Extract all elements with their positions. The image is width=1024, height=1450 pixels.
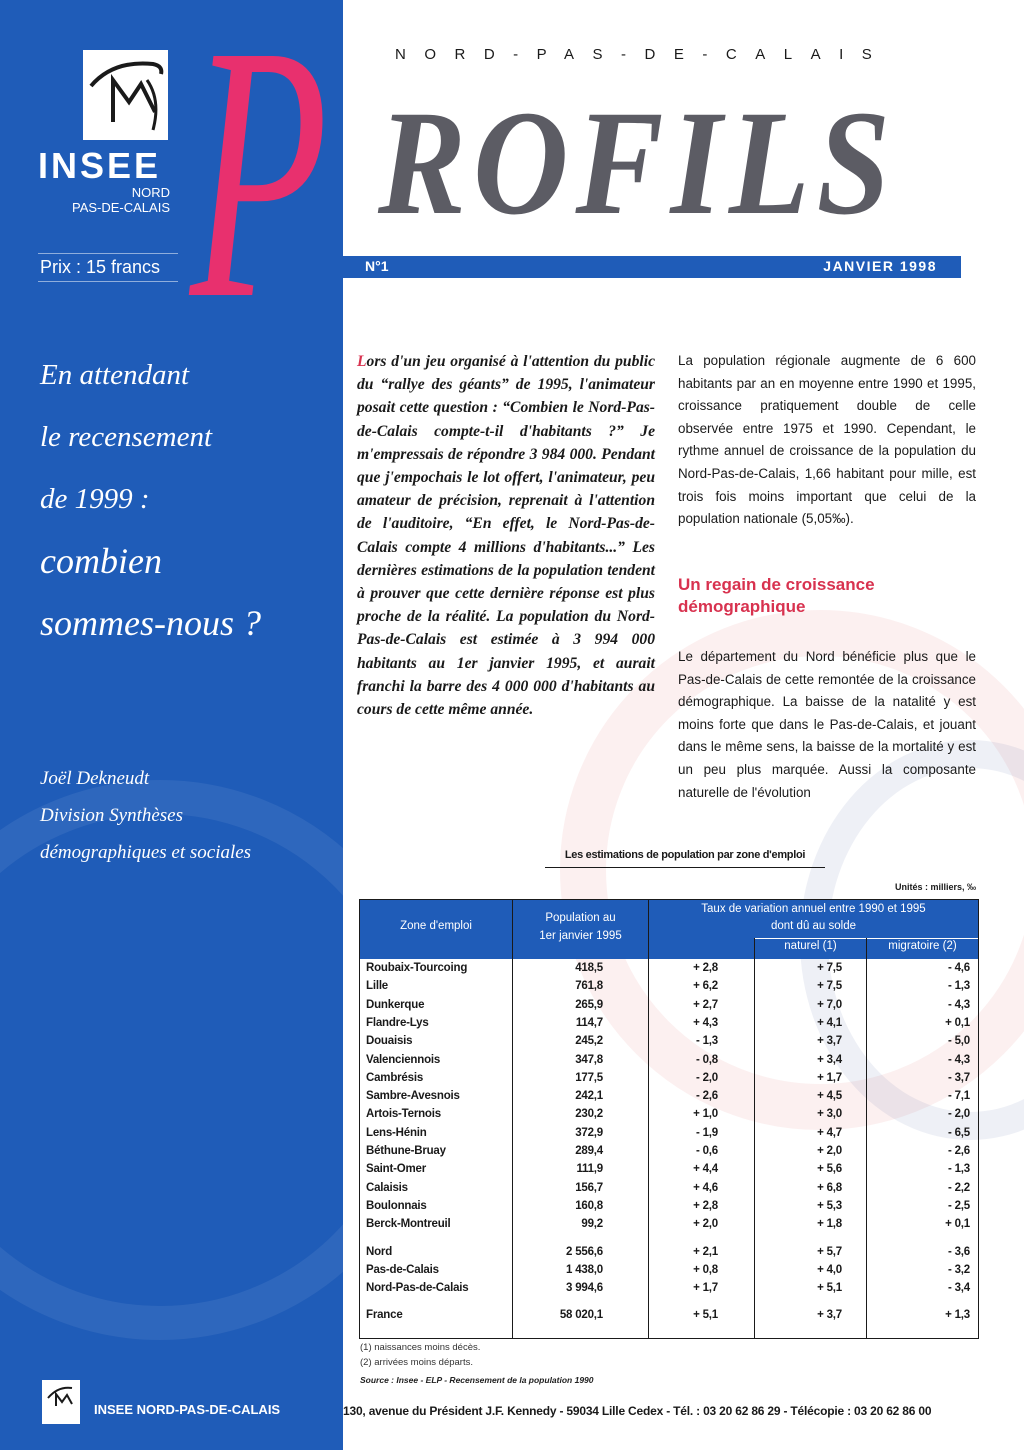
table-row: [360, 1199, 978, 1217]
table-row: [360, 1181, 978, 1199]
taux-cell: + 4,4: [693, 1163, 718, 1176]
taux-cell: + 0,8: [693, 1263, 718, 1276]
headline-line: combien: [40, 541, 162, 581]
population-cell: 245,2: [575, 1035, 603, 1048]
naturel-cell: + 1,8: [817, 1218, 842, 1231]
taux-cell: + 6,2: [693, 980, 718, 993]
zone-cell: Flandre-Lys: [366, 1016, 429, 1029]
col-header-pop-date: 1er janvier 1995: [539, 930, 622, 942]
table-row: [360, 1126, 978, 1144]
naturel-cell: + 4,7: [817, 1126, 842, 1139]
table-row: [360, 998, 978, 1016]
note-naturel: (1) naissances moins décès.: [360, 1342, 481, 1353]
naturel-cell: + 3,4: [817, 1053, 842, 1066]
table-title: Les estimations de population par zone d'emploi: [545, 849, 825, 868]
title-rest: ROFILS: [378, 80, 898, 246]
col-header-pop: Population au: [545, 912, 616, 924]
table-row: [360, 1089, 978, 1107]
table-header: [360, 900, 978, 959]
naturel-cell: + 5,1: [817, 1282, 842, 1295]
naturel-cell: + 4,1: [817, 1016, 842, 1029]
col-header-migratoire: migratoire (2): [888, 940, 957, 952]
migratoire-cell: - 3,2: [947, 1263, 970, 1276]
population-cell: 3 994,6: [566, 1282, 603, 1295]
population-cell: 265,9: [575, 998, 603, 1011]
taux-cell: + 1,0: [693, 1108, 718, 1121]
migratoire-cell: - 3,4: [947, 1282, 970, 1295]
population-cell: 99,2: [581, 1218, 603, 1231]
migratoire-cell: + 1,3: [945, 1309, 970, 1322]
headline-line: de 1999 :: [40, 483, 150, 515]
population-cell: 761,8: [575, 980, 603, 993]
headline-line: sommes-nous ?: [40, 603, 261, 643]
naturel-cell: + 2,0: [817, 1145, 842, 1157]
issue-bar: [343, 256, 961, 278]
taux-cell: - 2,0: [695, 1071, 718, 1084]
migratoire-cell: - 1,3: [947, 1163, 970, 1176]
author-block: [40, 760, 340, 871]
region-name: NORD-PAS-DE-CALAIS: [395, 46, 891, 63]
intro-text: ors d'un jeu organisé à l'attention du public du “rallye des géants” de 1995, l'animateur posait cette question : “Combien le Nord-Pas-de-Calais compte-t-il d'habitants ?” Je m'empressais de répondre 3 984 000. Pendant que j'empochais le lot offert, l'animateur, peu amateur de précision, reprenait à l'attention de l'auditoire, “En effet, le Nord-Pas-de-Calais compte 4 millions d'habitants...” Les dernières estimations de la population tendent à prouver que cette dernière réponse est plus proche de la réalité. La population du Nord-Pas-de-Calais est estimée à 3 994 000 habitants au 1er janvier 1995, et aurait franchi la barre des 4 000 000 d'habitants au cours de cette même année.: [357, 353, 655, 719]
population-table: [359, 899, 979, 1339]
population-cell: 347,8: [575, 1053, 603, 1066]
taux-cell: - 0,8: [695, 1053, 718, 1066]
taux-cell: + 2,8: [693, 1199, 718, 1212]
taux-cell: + 2,8: [693, 962, 718, 974]
author-division: Division Synthèses: [40, 805, 184, 826]
zone-cell: Artois-Ternois: [366, 1108, 441, 1121]
population-cell: 242,1: [575, 1090, 603, 1103]
table-units: Unités : milliers, ‰: [894, 882, 976, 892]
naturel-cell: + 3,7: [817, 1309, 842, 1322]
zone-cell: Lille: [366, 980, 389, 993]
taux-cell: - 1,9: [695, 1126, 718, 1139]
population-cell: 230,2: [575, 1108, 603, 1121]
migratoire-cell: - 4,3: [947, 998, 970, 1011]
headline: [40, 344, 340, 654]
bottom-logo-text: INSEE: [45, 1407, 76, 1418]
org-sub-nord: NORD: [131, 185, 170, 200]
population-cell: 1 438,0: [566, 1263, 603, 1276]
note-migratoire: (2) arrivées moins départs.: [360, 1357, 473, 1368]
naturel-cell: + 1,7: [817, 1071, 842, 1084]
naturel-cell: + 3,0: [817, 1108, 842, 1121]
bottom-label: INSEE NORD-PAS-DE-CALAIS: [94, 1402, 281, 1417]
table-row: [360, 979, 978, 997]
migratoire-cell: - 3,6: [947, 1245, 970, 1258]
zone-cell: Boulonnais: [366, 1199, 427, 1212]
population-cell: 177,5: [575, 1071, 603, 1084]
insee-logo: [83, 50, 168, 140]
taux-cell: - 2,6: [695, 1090, 718, 1103]
population-cell: 111,9: [576, 1163, 603, 1176]
taux-cell: - 1,3: [695, 1035, 718, 1048]
naturel-cell: + 7,5: [817, 962, 842, 974]
table-row: [360, 1071, 978, 1089]
table-row: [360, 1308, 978, 1326]
title-initial: P: [190, 0, 329, 374]
taux-cell: - 0,6: [695, 1145, 718, 1157]
population-cell: 2 556,6: [566, 1245, 603, 1258]
body-paragraph: Le département du Nord bénéficie plus que le Pas-de-Calais de cette remontée de la croissance démographique. La baisse de la natalité y est moins forte que dans le Pas-de-Calais, et jouant dans le même sens, la baisse de la mortalité y est un peu plus marquée. Aussi la composante naturelle de l'évolution: [678, 649, 976, 800]
col-header-zone: Zone d'emploi: [400, 920, 472, 932]
migratoire-cell: - 2,6: [947, 1145, 970, 1157]
migratoire-cell: - 4,6: [947, 962, 970, 974]
naturel-cell: + 6,8: [817, 1181, 842, 1194]
table-row: [360, 1107, 978, 1125]
migratoire-cell: - 4,3: [947, 1053, 970, 1066]
naturel-cell: + 5,7: [817, 1245, 842, 1258]
naturel-cell: + 3,7: [817, 1035, 842, 1048]
headline-line: le recensement: [40, 421, 213, 453]
table-row: [360, 1144, 978, 1162]
footer-address: 130, avenue du Président J.F. Kennedy - 59034 Lille Cedex - Tél. : 03 20 62 86 29 - Télécopie : 03 20 62 86 00: [343, 1404, 932, 1418]
subheading: Un regain de croissance démographique: [678, 575, 875, 616]
col-header-solde: dont dû au solde: [770, 920, 857, 932]
zone-cell: Saint-Omer: [366, 1163, 426, 1176]
population-cell: 58 020,1: [559, 1309, 603, 1322]
zone-cell: Béthune-Bruay: [366, 1145, 446, 1157]
author-division: démographiques et sociales: [40, 842, 252, 863]
issue-number: N°1: [365, 258, 389, 274]
zone-cell: France: [366, 1309, 403, 1322]
zone-cell: Roubaix-Tourcoing: [366, 962, 468, 974]
table-row: [360, 961, 978, 979]
naturel-cell: + 4,0: [817, 1263, 842, 1276]
population-cell: 156,7: [575, 1181, 603, 1194]
table-row: [360, 1162, 978, 1180]
naturel-cell: + 5,6: [817, 1163, 842, 1176]
table-row: [360, 1016, 978, 1034]
org-sub-region: PAS-DE-CALAIS: [71, 200, 170, 215]
migratoire-cell: + 0,1: [945, 1218, 970, 1231]
migratoire-cell: - 2,2: [947, 1181, 970, 1194]
naturel-cell: + 7,5: [817, 980, 842, 993]
population-cell: 289,4: [575, 1145, 603, 1157]
zone-cell: Berck-Montreuil: [366, 1218, 451, 1231]
zone-cell: Nord: [366, 1245, 393, 1258]
table-row: [360, 1263, 978, 1281]
table-source: Source : Insee - ELP - Recensement de la population 1990: [360, 1375, 594, 1385]
headline-line: En attendant: [40, 359, 190, 391]
migratoire-cell: - 5,0: [947, 1035, 970, 1048]
zone-cell: Sambre-Avesnois: [366, 1090, 460, 1103]
naturel-cell: + 4,5: [817, 1090, 842, 1103]
zone-cell: Nord-Pas-de-Calais: [366, 1282, 469, 1295]
table-row: [360, 1281, 978, 1299]
intro-paragraph: [357, 350, 655, 721]
insee-logo-icon: [83, 50, 168, 140]
zone-cell: Valenciennois: [366, 1053, 441, 1066]
migratoire-cell: - 7,1: [947, 1090, 970, 1103]
zone-cell: Pas-de-Calais: [366, 1263, 439, 1276]
price: Prix : 15 francs: [38, 253, 178, 282]
migratoire-cell: - 3,7: [947, 1071, 970, 1084]
taux-cell: + 4,3: [693, 1016, 718, 1029]
table-row: [360, 1217, 978, 1235]
col-header-taux: Taux de variation annuel entre 1990 et 1995: [701, 903, 926, 915]
drop-letter: L: [357, 353, 367, 370]
taux-cell: + 2,1: [693, 1245, 718, 1258]
zone-cell: Cambrésis: [366, 1071, 424, 1084]
population-cell: 114,7: [575, 1016, 603, 1029]
migratoire-cell: - 1,3: [947, 980, 970, 993]
migratoire-cell: + 0,1: [945, 1016, 970, 1029]
migratoire-cell: - 2,5: [947, 1199, 970, 1212]
table-row: [360, 1053, 978, 1071]
taux-cell: + 1,7: [693, 1282, 718, 1295]
org-name: INSEE: [38, 145, 162, 186]
body-paragraph: La population régionale augmente de 6 600 habitants par an en moyenne entre 1990 et 1995, croissance pratiquement double de celle observée entre 1975 et 1990. Cependant, le rythme annuel de croissance de la population du Nord-Pas-de-Calais, 1,66 habitant pour mille, est trois fois moins important que celui de la population nationale (5,05‰).: [678, 353, 976, 527]
population-cell: 372,9: [575, 1126, 603, 1139]
issue-date: JANVIER 1998: [823, 258, 937, 274]
migratoire-cell: - 6,5: [947, 1126, 970, 1139]
migratoire-cell: - 2,0: [947, 1108, 970, 1121]
author-name: Joël Dekneudt: [40, 768, 150, 789]
zone-cell: Douaisis: [366, 1035, 413, 1048]
taux-cell: + 2,7: [693, 998, 718, 1011]
population-cell: 418,5: [575, 962, 603, 974]
table-row: [360, 1034, 978, 1052]
taux-cell: + 2,0: [693, 1218, 718, 1231]
naturel-cell: + 7,0: [817, 998, 842, 1011]
table-row: [360, 1245, 978, 1263]
table-notes: [360, 1340, 960, 1370]
naturel-cell: + 5,3: [817, 1199, 842, 1212]
taux-cell: + 4,6: [693, 1181, 718, 1194]
taux-cell: + 5,1: [693, 1309, 718, 1322]
zone-cell: Lens-Hénin: [366, 1126, 427, 1139]
col-header-naturel: naturel (1): [784, 940, 837, 952]
population-cell: 160,8: [575, 1199, 603, 1212]
zone-cell: Dunkerque: [366, 998, 425, 1011]
zone-cell: Calaisis: [366, 1181, 408, 1194]
